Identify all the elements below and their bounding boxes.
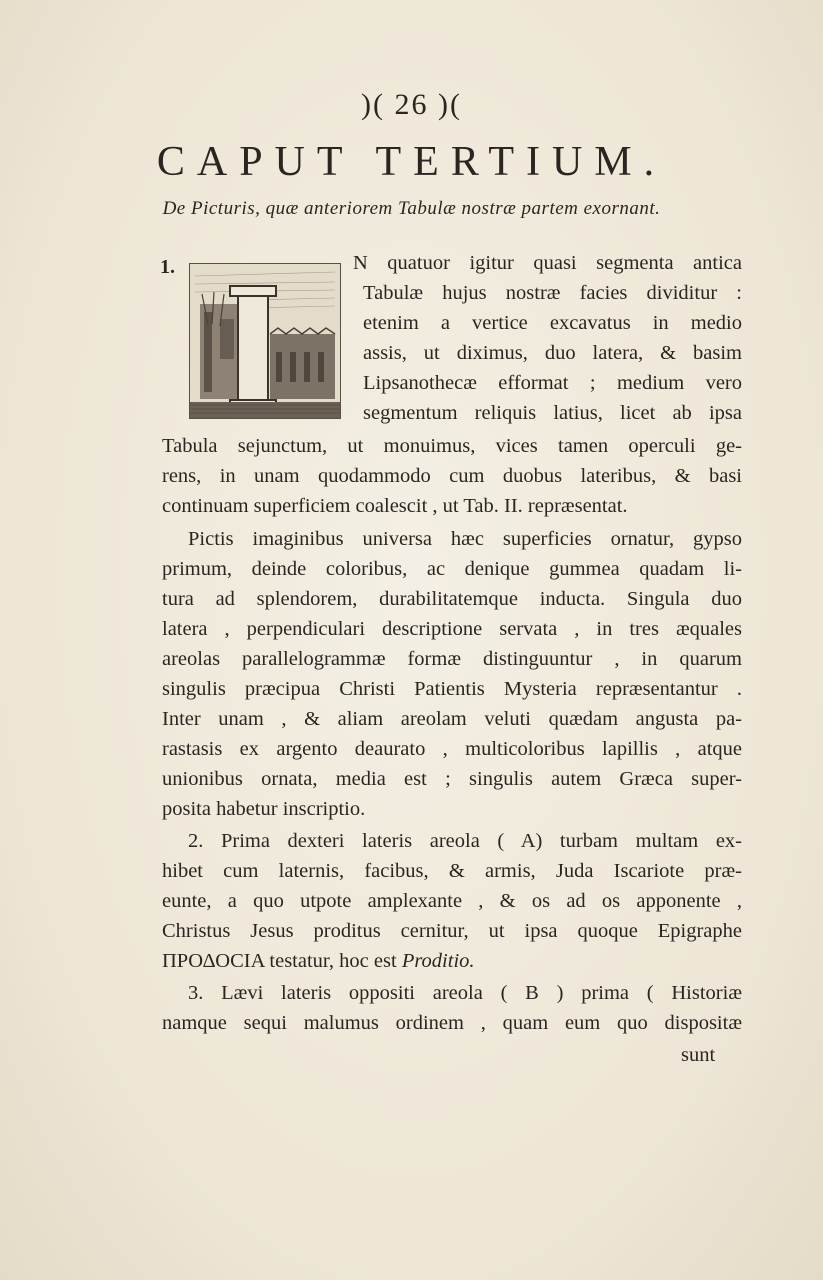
text-line: assis, ut diximus, duo latera, & basim <box>363 342 742 364</box>
text-line: latera , perpendiculari descriptione servata , in tres æquales <box>162 618 742 640</box>
text-line: areolas parallelogrammæ formæ distinguuntur , in quarum <box>162 648 742 670</box>
text-line: namque sequi malumus ordinem , quam eum quo dispositæ <box>162 1012 742 1034</box>
text-line: Inter unam , & aliam areolam veluti quædam angusta pa- <box>162 708 742 730</box>
text-line: 3. Lævi lateris oppositi areola ( B ) prima ( Historiæ <box>188 982 742 1004</box>
chapter-subtitle: De Picturis, quæ anteriorem Tabulæ nostræ partem exornant. <box>162 198 661 219</box>
chapter-title: CAPUT TERTIUM. <box>156 139 667 185</box>
text-line: Pictis imaginibus universa hæc superficies ornatur, gypso <box>188 528 742 550</box>
text-line-part: ΠΡΟΔΟCΙΑ testatur, hoc est <box>162 950 397 972</box>
text-line: continuam superficiem coalescit , ut Tab. II. repræsentat. <box>162 495 628 517</box>
text-line: hibet cum laternis, facibus, & armis, Juda Iscariote præ- <box>162 860 742 882</box>
catchword: sunt <box>681 1044 716 1066</box>
italic-word: Proditio. <box>401 950 475 972</box>
text-line: 2. Prima dexteri lateris areola ( A) turbam multam ex- <box>188 830 742 852</box>
text-line: primum, deinde coloribus, ac denique gummea quadam li- <box>162 558 742 580</box>
initial-engraving <box>190 264 340 418</box>
decorated-initial-image <box>189 263 341 419</box>
text-line: Tabula sejunctum, ut monuimus, vices tamen operculi ge- <box>162 435 742 457</box>
section-number-1: 1. <box>160 256 175 278</box>
text-line: Lipsanothecæ efformat ; medium vero <box>363 372 742 394</box>
text-line: singulis præcipua Christi Patientis Mysteria repræsentantur . <box>162 678 742 700</box>
text-line: rens, in unam quodammodo cum duobus lateribus, & basi <box>162 465 742 487</box>
text-line: Christus Jesus proditus cernitur, ut ipsa quoque Epigraphe <box>162 920 742 942</box>
text-line: unionibus ornata, media est ; singulis autem Græca super- <box>162 768 742 790</box>
text-line: segmentum reliquis latius, licet ab ipsa <box>363 402 742 424</box>
text-line <box>162 946 475 976</box>
text-line: rastasis ex argento deaurato , multicoloribus lapillis , atque <box>162 738 742 760</box>
text-line: Tabulæ hujus nostræ facies dividitur : <box>363 282 742 304</box>
text-line: etenim a vertice excavatus in medio <box>363 312 742 334</box>
text-line: posita habetur inscriptio. <box>162 798 366 820</box>
text-line: eunte, a quo utpote amplexante , & os ad os apponente , <box>162 890 742 912</box>
page-number: )( 26 )( <box>361 88 462 121</box>
text-line: N quatuor igitur quasi segmenta antica <box>353 252 742 274</box>
text-line: tura ad splendorem, durabilitatemque inducta. Singula duo <box>162 588 742 610</box>
